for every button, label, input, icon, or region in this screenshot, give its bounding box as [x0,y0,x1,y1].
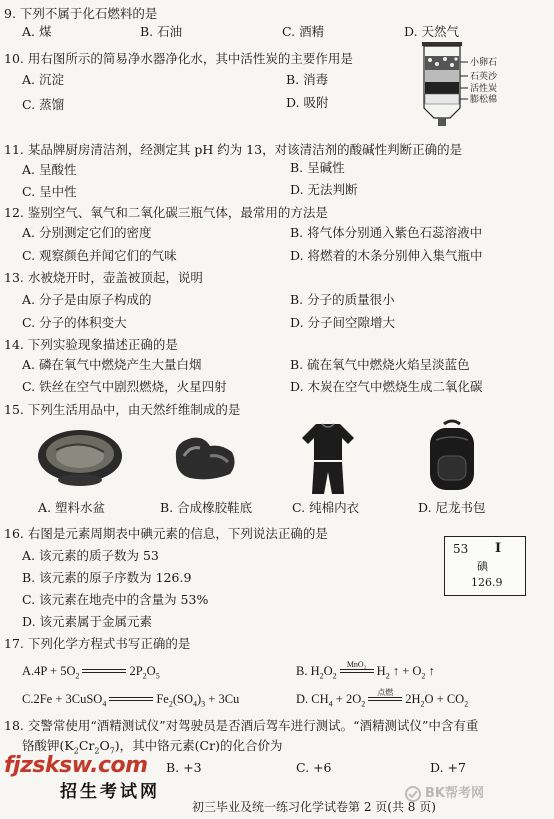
q10-option-c: C. 蒸馏 [22,97,65,112]
q12-option-c: C. 观察颜色并闻它们的气味 [22,248,177,263]
iodine-element-cell [444,536,526,596]
q14-option-c: C. 铁丝在空气中剧烈燃烧，火星四射 [22,379,227,394]
q9-option-b: B. 石油 [140,24,183,39]
q16-option-d: D. 该元素属于金属元素 [22,614,153,629]
q15-option-a: A. 塑料水盆 [38,500,105,515]
q9-stem: 9. 下列不属于化石燃料的是 [4,6,158,21]
q12-option-d: D. 将燃着的木条分别伸入集气瓶中 [290,248,483,263]
q18-option-b: B. +3 [166,760,202,775]
q13-option-d: D. 分子间空隙增大 [290,315,396,330]
plastic-basin-image [36,424,124,494]
q9-option-a: A. 煤 [22,24,52,39]
q12-option-a: A. 分别测定它们的密度 [22,225,152,240]
q14-option-d: D. 木炭在空气中燃烧生成二氧化碳 [290,379,483,394]
cotton-underwear-image [298,420,358,496]
q10-option-b: B. 消毒 [286,72,329,87]
q11-option-a: A. 呈酸性 [22,162,77,177]
nylon-backpack-image [424,418,480,496]
bk-logo-text: BK帮考网 [424,786,484,801]
q17-option-c: C.2Fe + 3CuSO$_4$ $Fe_2(SO_4)_3 + 3Cu$ [22,692,240,709]
element-atomic-mass: 126.9 [471,576,503,589]
q17-stem: 17. 下列化学方程式书写正确的是 [4,636,191,651]
q14-option-a: A. 磷在氧气中燃烧产生大量白烟 [22,357,202,372]
q10-option-d: D. 吸附 [286,95,329,110]
q18-stem-line1: 18. 交警常使用“酒精测试仪”对驾驶员是否酒后驾车进行测试。“酒精测试仪”中含有重 [4,718,479,733]
filter-label-pebble: 小卵石 [470,58,498,68]
element-name: 碘 [477,560,488,573]
filter-label-quartz: 石英沙 [470,72,498,82]
element-atomic-number: 53 [453,542,469,556]
q12-option-b: B. 将气体分别通入紫色石蕊溶液中 [290,225,483,240]
q11-option-d: D. 无法判断 [290,182,358,197]
rubber-shoe-sole-image [170,428,240,488]
q12-stem: 12. 鉴别空气、氧气和二氧化碳三瓶气体，最常用的方法是 [4,205,328,220]
page-footer: 初三毕业及统一练习化学试卷第 2 页(共 8 页) [192,800,436,814]
q16-stem: 16. 右图是元素周期表中碘元素的信息，下列说法正确的是 [4,526,328,541]
q14-option-b: B. 硫在氧气中燃烧火焰呈淡蓝色 [290,357,470,372]
q15-stem: 15. 下列生活用品中，由天然纤维制成的是 [4,402,241,417]
filter-label-cotton: 膨松棉 [470,95,498,105]
q17-d-condition: 点燃 [377,688,394,698]
q16-option-a: A. 该元素的质子数为 53 [22,548,159,563]
q11-option-c: C. 呈中性 [22,184,77,199]
q17-b-condition: MnO₂ [346,660,367,670]
q17-option-d: D. $CH_4 + 2O_2$ 点燃 $2H_2O + CO_2$ [296,692,468,707]
q10-option-a: A. 沉淀 [22,72,64,87]
q11-option-b: B. 呈碱性 [290,160,345,175]
q13-option-b: B. 分子的质量很小 [290,292,395,307]
q16-option-b: B. 该元素的原子序数为 126.9 [22,570,192,585]
q15-option-c: C. 纯棉内衣 [292,500,360,515]
q16-option-c: C. 该元素在地壳中的含量为 53% [22,592,209,607]
q15-option-d: D. 尼龙书包 [418,500,486,515]
q15-option-b: B. 合成橡胶鞋底 [160,500,253,515]
q13-stem: 13. 水被烧开时，壶盖被顶起，说明 [4,270,203,285]
q9-option-d: D. 天然气 [404,24,460,39]
q18-option-d: D. +7 [430,760,466,775]
watermark-site-subtitle: 招生考试网 [60,782,160,802]
q9-option-c: C. 酒精 [282,24,325,39]
q18-option-c: C. +6 [296,760,332,775]
q17-option-a: $A.4P + 5O_2$ $2P_2O_5$ [22,664,160,681]
q10-stem: 10. 用右图所示的简易净水器净化水，其中活性炭的主要作用是 [4,51,353,66]
filter-label-carbon: 活性炭 [470,84,498,94]
q11-stem: 11. 某品牌厨房清洁剂，经测定其 pH 约为 13，对该清洁剂的酸碱性判断正确的是 [4,142,463,157]
q13-option-c: C. 分子的体积变大 [22,315,127,330]
watermark-site-logo: fjzsksw.com [4,753,148,778]
q17-option-b: B. $H_2O_2$ MnO₂ $H_2$ ↑ + $O_2$ ↑ [296,664,435,679]
q13-option-a: A. 分子是由原子构成的 [22,292,152,307]
q14-stem: 14. 下列实验现象描述正确的是 [4,337,178,352]
element-symbol: I [495,541,502,556]
q18-stem-line2: 铬酸钾$(K_2Cr_2O_7)$，其中铬元素(Cr)的化合价为 [22,738,283,756]
